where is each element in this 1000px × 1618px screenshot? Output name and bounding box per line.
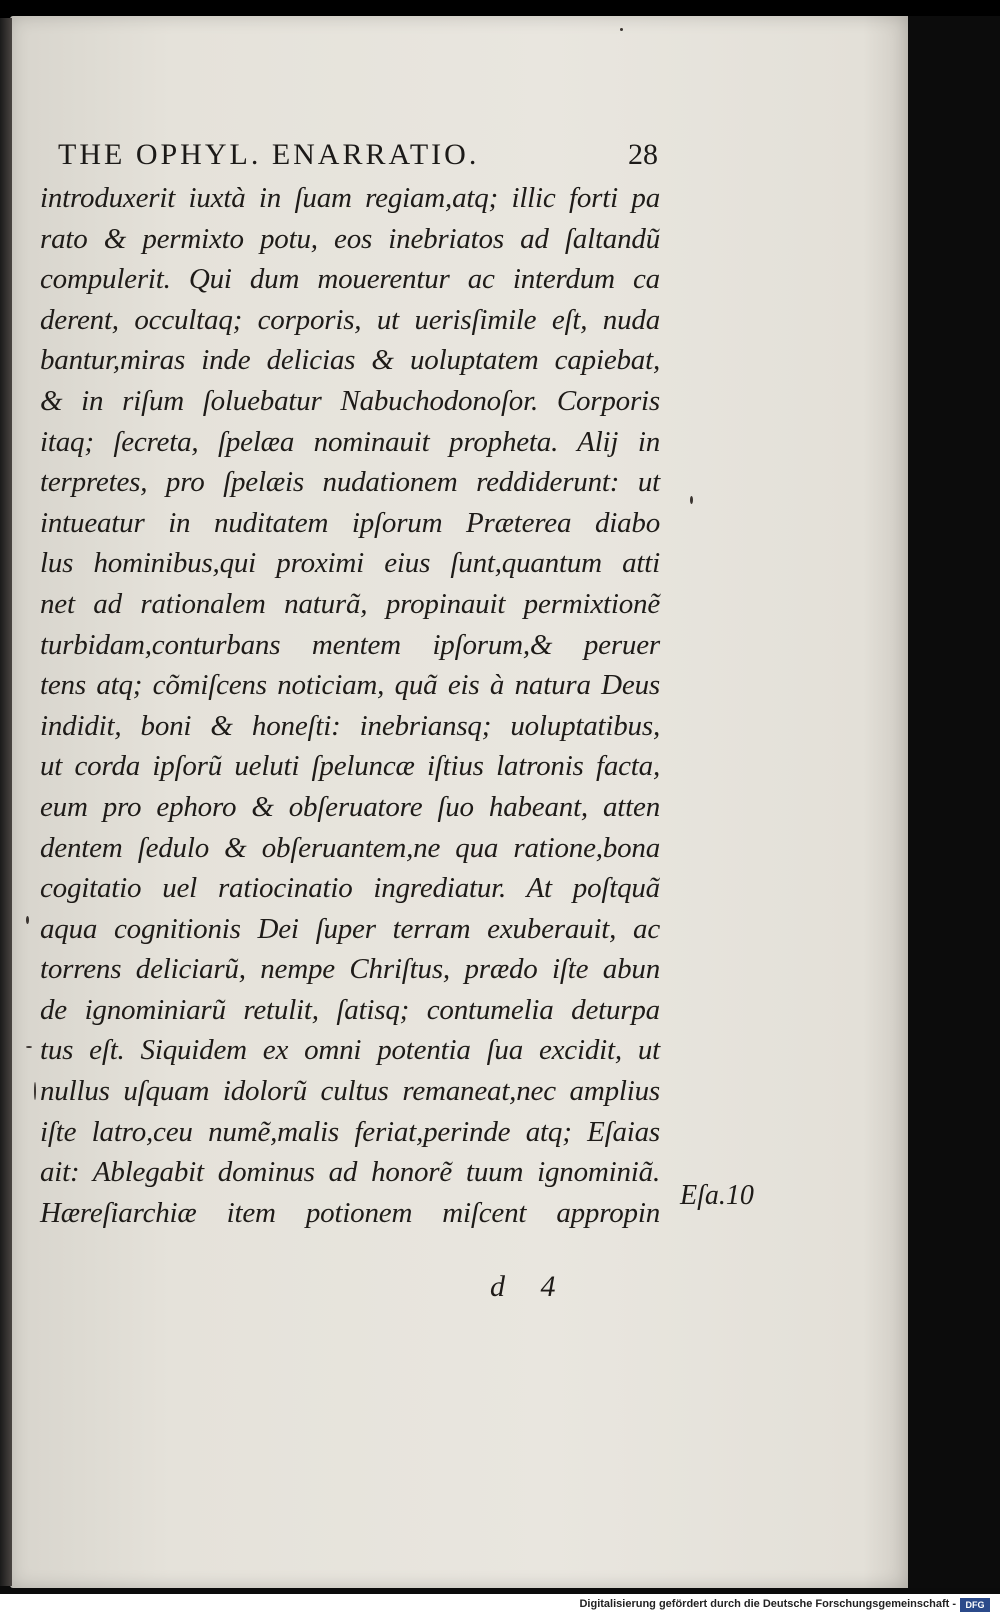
scan-border-right [908, 16, 1000, 1588]
text-line: lus hominibus,qui proximi eius ſunt,quantum atti [40, 547, 660, 580]
text-line: derent, occultaq; corporis, ut uerisſimile eſt, nuda [40, 303, 660, 336]
marginal-note: Eſa.10 [680, 1180, 754, 1211]
paper-speck [620, 28, 623, 31]
text-line: ut corda ipſorũ ueluti ſpeluncæ iſtius latronis facta, [40, 750, 660, 783]
text-line: tus eſt. Siquidem ex omni potentia ſua excidit, ut [40, 1034, 660, 1067]
text-line: cogitatio uel ratiocinatio ingrediatur. At poſtquã [40, 872, 660, 905]
dfg-logo: DFG [960, 1598, 990, 1612]
text-line: terpretes, pro ſpelæis nudationem reddiderunt: ut [40, 466, 660, 499]
body-text [40, 178, 660, 1233]
signature-mark: d 4 [490, 1270, 570, 1303]
text-line: torrens deliciarũ, nempe Chriſtus, prædo iſte abun [40, 953, 660, 986]
text-line: Hæreſiarchiæ item potionem miſcent appropin [40, 1196, 660, 1229]
text-line: compulerit. Qui dum mouerentur ac interdum ca [40, 263, 660, 296]
footer-credit: Digitalisierung gefördert durch die Deutsche Forschungsgemeinschaft - [579, 1598, 956, 1610]
text-line: rato & permixto potu, eos inebriatos ad ſaltandũ [40, 222, 660, 255]
page-number: 28 [628, 138, 658, 171]
paper-speck [26, 1046, 32, 1048]
text-line: introduxerit iuxtà in ſuam regiam,atq; illic forti pa [40, 182, 660, 214]
text-line: aqua cognitionis Dei ſuper terram exuberauit, ac [40, 912, 660, 945]
book-edge [0, 18, 12, 1586]
running-header [58, 138, 658, 178]
paper-speck [690, 496, 693, 504]
text-line: de ignominiarũ retulit, ſatisq; contumelia deturpa [40, 993, 660, 1026]
text-line: turbidam,conturbans mentem ipſorum,& peruer [40, 628, 660, 661]
text-line: eum pro ephoro & obſeruatore ſuo habeant, atten [40, 790, 660, 823]
text-line: tens atq; cõmiſcens noticiam, quã eis à natura Deus [40, 669, 660, 702]
text-line: indidit, boni & honeſti: inebriansq; uoluptatibus, [40, 709, 660, 742]
text-line: ait: Ablegabit dominus ad honorẽ tuum ignominiã. [40, 1156, 660, 1189]
text-line: dentem ſedulo & obſeruantem,ne qua ratione,bona [40, 831, 660, 864]
text-line: iſte latro,ceu numẽ,malis feriat,perinde atq; Eſaias [40, 1115, 660, 1148]
text-line: itaq; ſecreta, ſpelæa nominauit propheta. Alij in [40, 425, 660, 458]
text-line: & in riſum ſoluebatur Nabuchodonoſor. Corporis [40, 384, 660, 417]
paper-speck [34, 1082, 36, 1100]
text-line: intueatur in nuditatem ipſorum Præterea diabo [40, 506, 660, 539]
text-line: net ad rationalem naturã, propinauit permixtionẽ [40, 587, 660, 620]
text-line: bantur,miras inde delicias & uoluptatem capiebat, [40, 344, 660, 377]
paper-speck [26, 916, 29, 924]
running-title: THE OPHYL. ENARRATIO. [58, 138, 480, 171]
text-line: nullus uſquam idolorũ cultus remaneat,nec amplius [40, 1075, 660, 1108]
